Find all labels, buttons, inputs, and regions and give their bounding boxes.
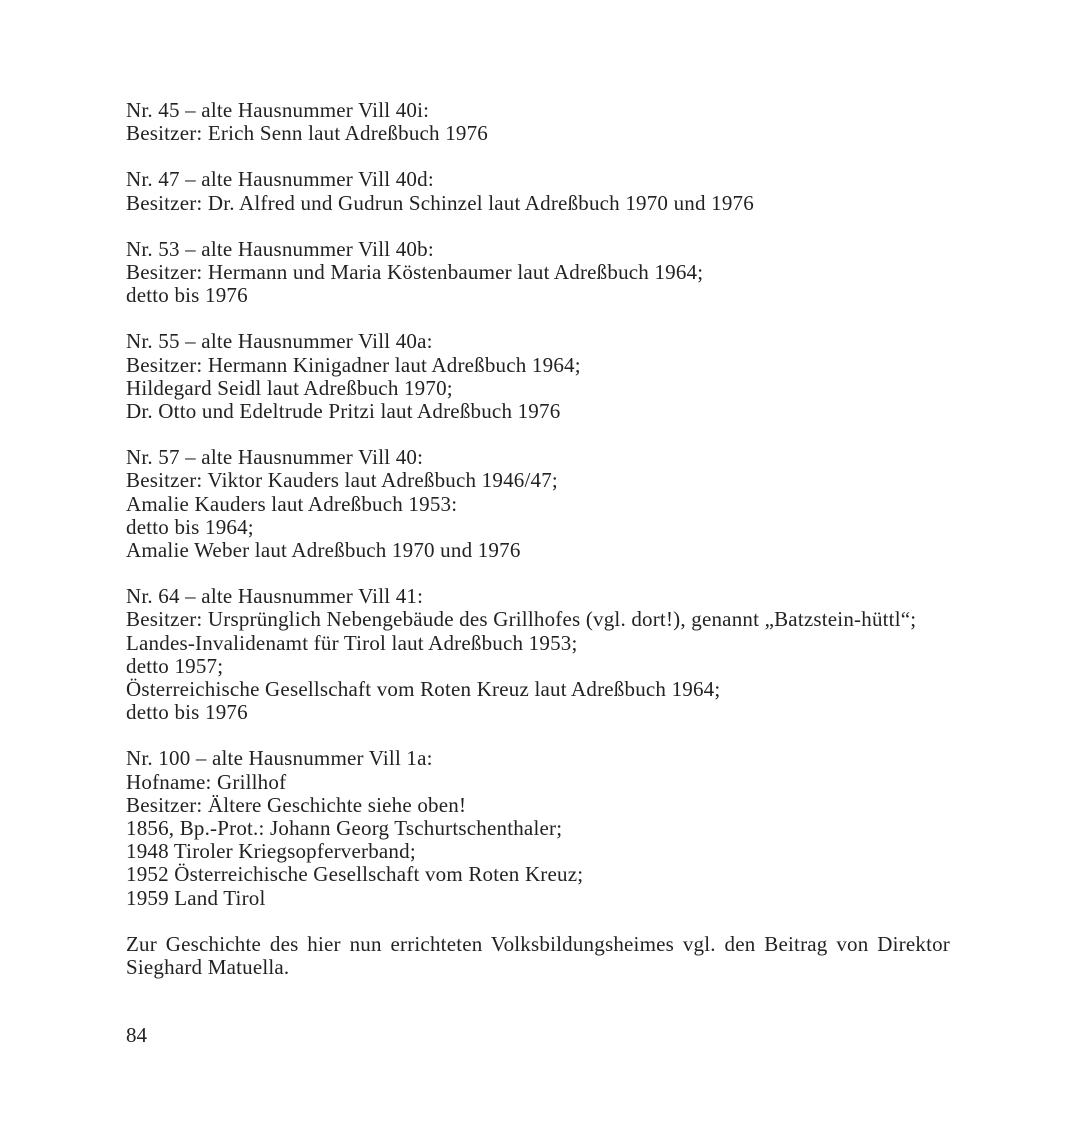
entry-nr-55 bbox=[126, 330, 950, 423]
owner-line: Hofname: Grillhof bbox=[126, 769, 287, 794]
entry-nr-53 bbox=[126, 238, 950, 308]
owner-line: Amalie Kauders laut Adreßbuch 1953: bbox=[126, 491, 458, 516]
entry-heading: Nr. 100 – alte Hausnummer Vill 1a: bbox=[126, 746, 433, 771]
owner-line: Österreichische Gesellschaft vom Roten Kreuz laut Adreßbuch 1964; bbox=[126, 677, 721, 702]
owner-line: Amalie Weber laut Adreßbuch 1970 und 1976 bbox=[126, 538, 521, 563]
entry-nr-100 bbox=[126, 747, 950, 909]
owner-line: Besitzer: Hermann Kinigadner laut Adreßbuch 1964; bbox=[126, 352, 581, 377]
entry-nr-64 bbox=[126, 585, 950, 724]
owner-line: 1948 Tiroler Kriegsopferverband; bbox=[126, 839, 416, 864]
closing-paragraph: Zur Geschichte des hier nun errichteten Volksbildungsheimes vgl. den Beitrag von Direktor Sieghard Matuella. bbox=[126, 931, 950, 980]
page-number: 84 bbox=[126, 1023, 147, 1047]
owner-line: 1952 Österreichische Gesellschaft vom Roten Kreuz; bbox=[126, 862, 584, 887]
owner-line: detto bis 1976 bbox=[126, 283, 248, 308]
entry-heading: Nr. 55 – alte Hausnummer Vill 40a: bbox=[126, 329, 433, 354]
owner-line: Besitzer: Dr. Alfred und Gudrun Schinzel laut Adreßbuch 1970 und 1976 bbox=[126, 190, 754, 215]
entry-heading: Nr. 53 – alte Hausnummer Vill 40b: bbox=[126, 236, 434, 261]
owner-line: detto bis 1976 bbox=[126, 700, 248, 725]
owner-line: Hildegard Seidl laut Adreßbuch 1970; bbox=[126, 375, 453, 400]
entry-heading: Nr. 57 – alte Hausnummer Vill 40: bbox=[126, 445, 424, 470]
entry-heading: Nr. 45 – alte Hausnummer Vill 40i: bbox=[126, 98, 430, 122]
owner-line: Besitzer: Erich Senn laut Adreßbuch 1976 bbox=[126, 121, 488, 146]
document-body bbox=[126, 99, 950, 1000]
owner-paragraph: Besitzer: Ursprünglich Nebengebäude des Grillhofes (vgl. dort!), genannt „Batzstein-hüttl“; bbox=[126, 607, 917, 632]
entry-heading: Nr. 64 – alte Hausnummer Vill 41: bbox=[126, 584, 424, 609]
owner-line: Besitzer: Ältere Geschichte siehe oben! bbox=[126, 792, 467, 817]
owner-line: 1856, Bp.-Prot.: Johann Georg Tschurtschenthaler; bbox=[126, 816, 563, 841]
owner-line: Besitzer: Viktor Kauders laut Adreßbuch 1946/47; bbox=[126, 468, 558, 493]
owner-line: detto 1957; bbox=[126, 653, 224, 678]
entry-nr-57 bbox=[126, 446, 950, 562]
owner-line: 1959 Land Tirol bbox=[126, 885, 266, 910]
owner-line: Landes-Invalidenamt für Tirol laut Adreßbuch 1953; bbox=[126, 630, 578, 655]
entry-nr-45 bbox=[126, 99, 950, 145]
owner-line: Besitzer: Hermann und Maria Köstenbaumer laut Adreßbuch 1964; bbox=[126, 260, 704, 285]
owner-line: detto bis 1964; bbox=[126, 514, 254, 539]
entry-heading: Nr. 47 – alte Hausnummer Vill 40d: bbox=[126, 167, 434, 192]
owner-line: Dr. Otto und Edeltrude Pritzi laut Adreßbuch 1976 bbox=[126, 399, 561, 424]
entry-nr-47 bbox=[126, 168, 950, 214]
